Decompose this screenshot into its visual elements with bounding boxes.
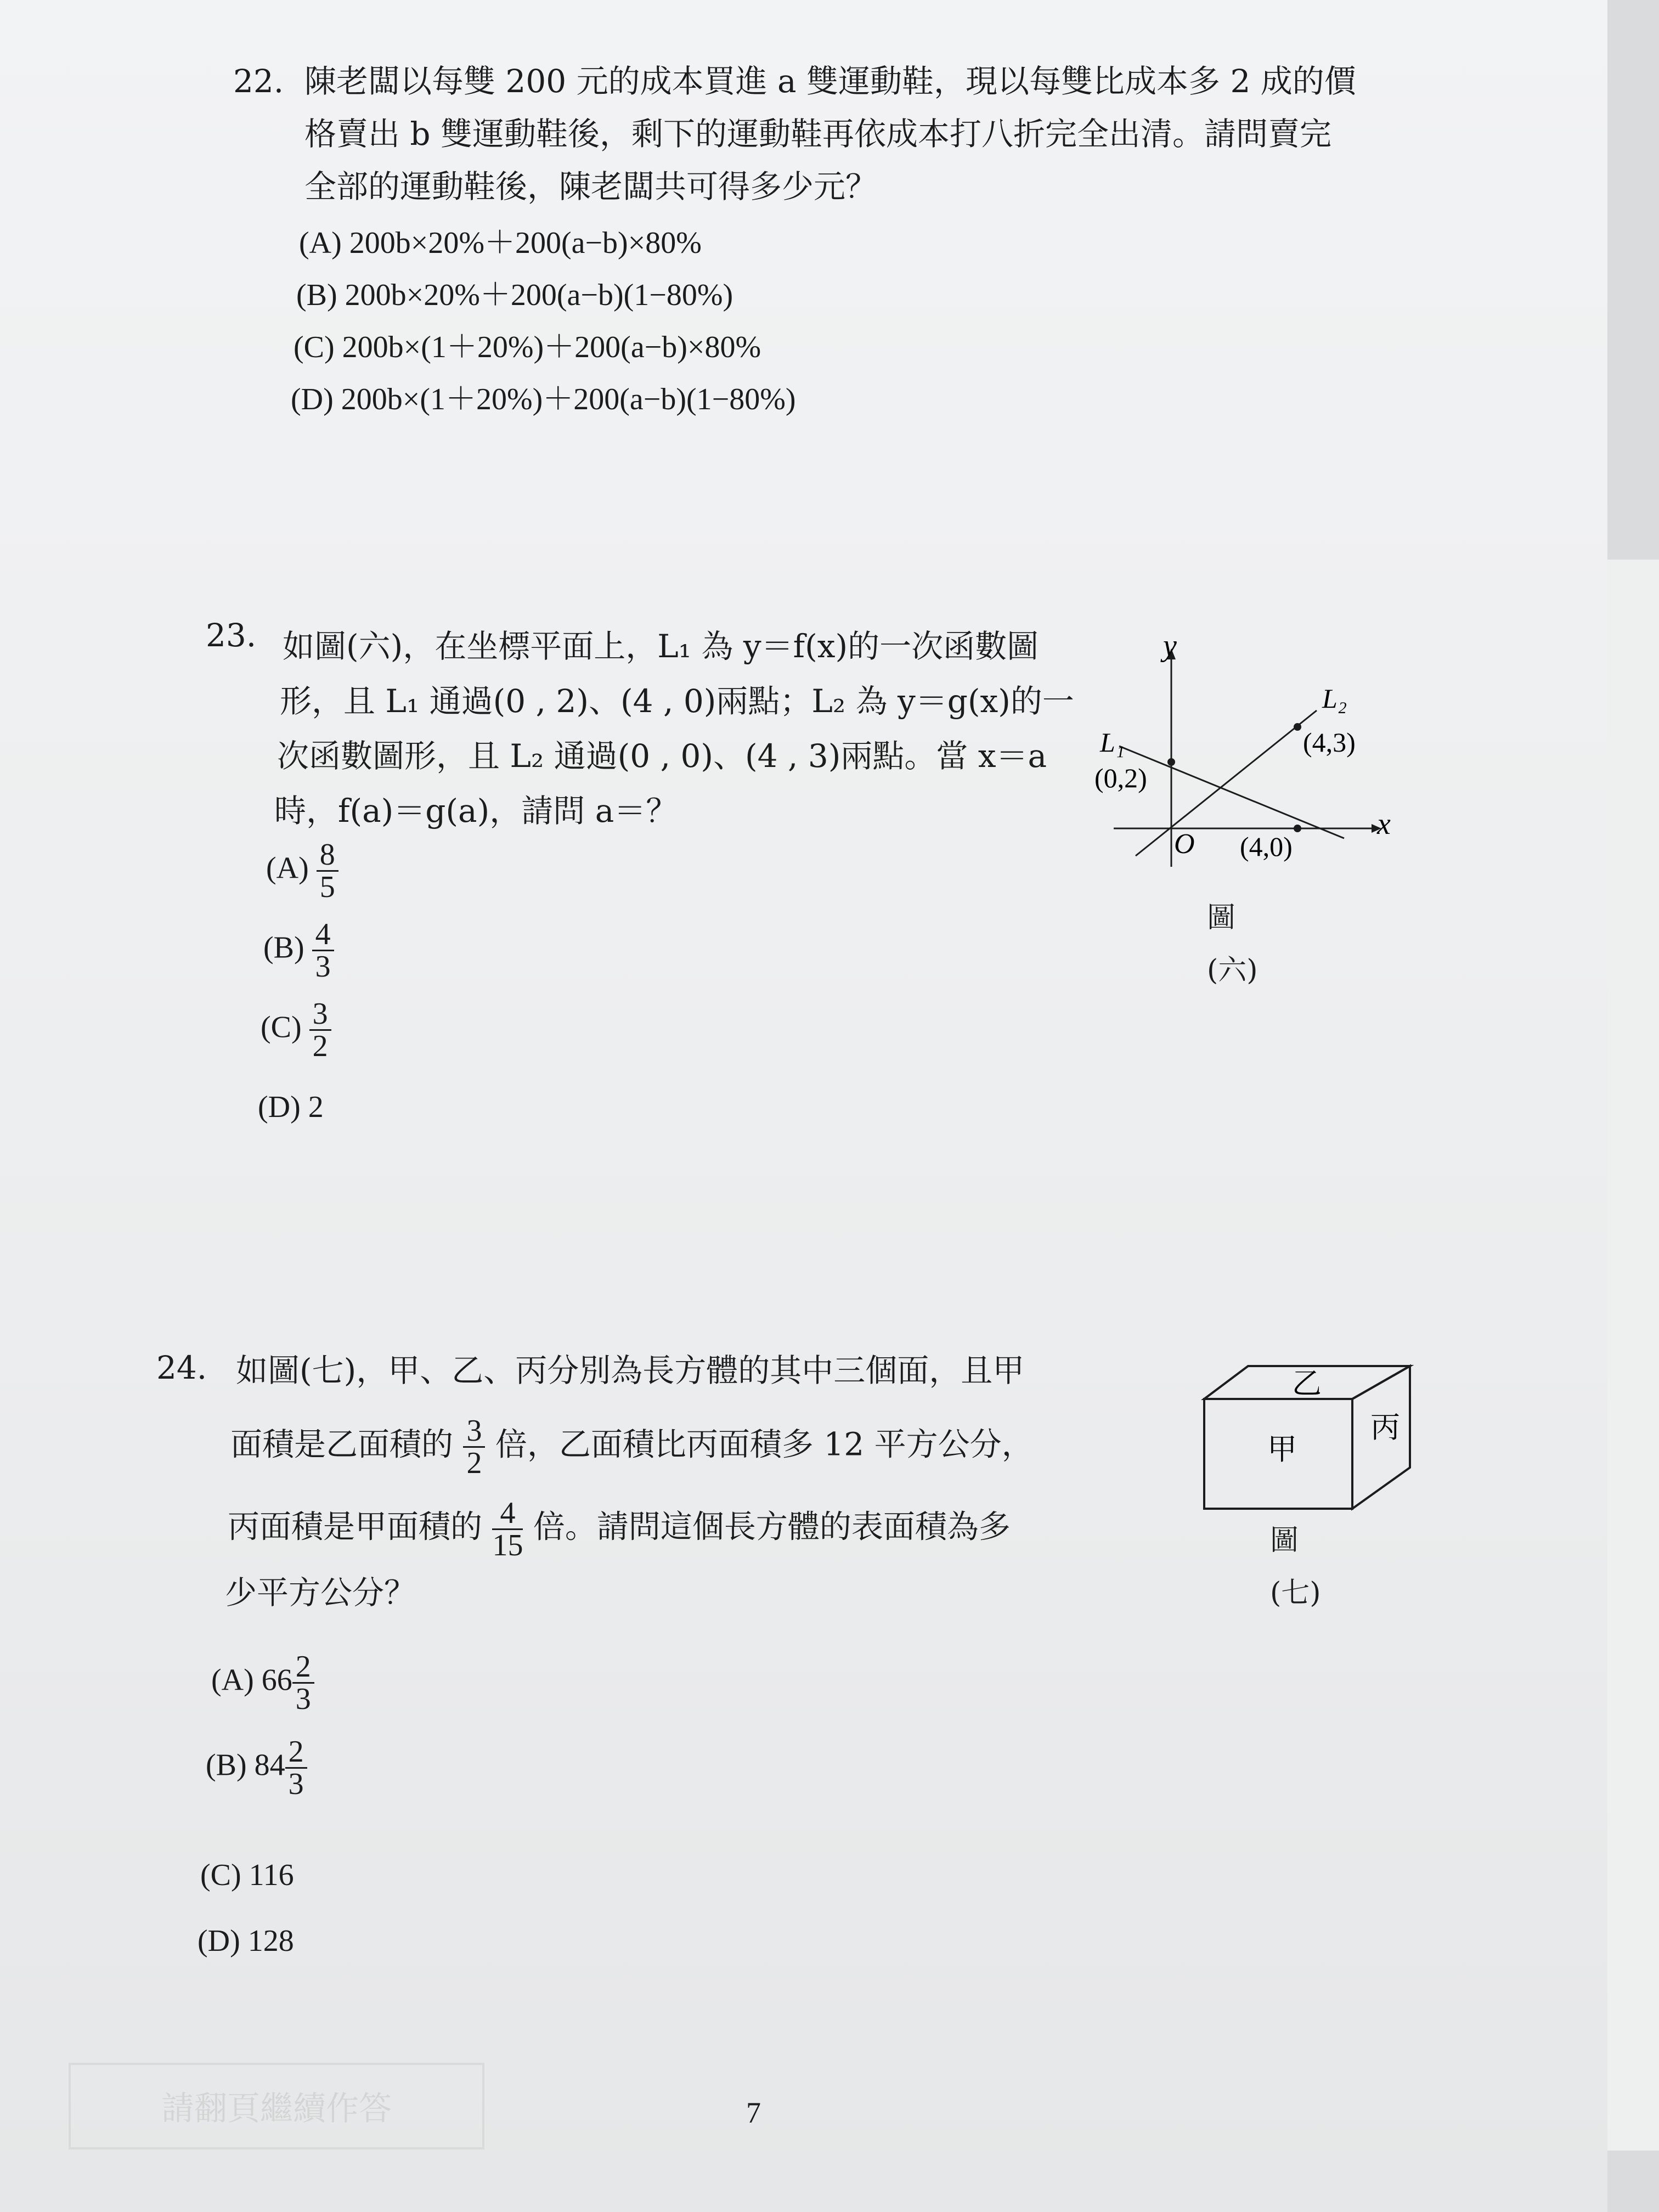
question-text-line: 次函數圖形，且 L₂ 通過(0 , 0)、(4 , 3)兩點。當 x＝a xyxy=(277,737,1047,775)
question-text-line: 格賣出 b 雙運動鞋後，剩下的運動鞋再依成本打八折完全出清。請問賣完 xyxy=(304,115,1332,153)
question-number: 24. xyxy=(156,1349,207,1386)
fraction: $\frac{4}{15}$ xyxy=(492,1496,523,1562)
option-b: (B) $\frac{4}{3}$ xyxy=(263,919,334,982)
fraction: $\frac{2}{3}$ xyxy=(285,1736,307,1799)
face-bing-label: 丙 xyxy=(1370,1411,1400,1444)
question-text-line: 少平方公分？ xyxy=(225,1574,416,1611)
option-a: (A) 200b×20%＋200(a−b)×80% xyxy=(299,226,702,260)
option-a: (A) 66 $\frac{2}{3}$ xyxy=(211,1651,314,1714)
fraction: $\frac{4}{3}$ xyxy=(312,919,334,982)
point-label-4-0: (4,0) xyxy=(1240,831,1293,862)
question-text-line: 陳老闆以每雙 200 元的成本買進 a 雙運動鞋，現以每雙比成本多 2 成的價 xyxy=(304,63,1356,100)
question-text-line: 面積是乙面積的 $\frac{3}{2}$ 倍，乙面積比丙面積多 12 平方公分， xyxy=(230,1414,1034,1480)
point-4-3 xyxy=(1294,723,1301,731)
question-number: 22. xyxy=(233,63,284,100)
option-d: (D) 200b×(1＋20%)＋200(a−b)(1−80%) xyxy=(291,382,796,416)
fraction: $\frac{3}{2}$ xyxy=(463,1415,485,1479)
question-text-line: 如圖(七)，甲、乙、丙分別為長方體的其中三個面，且甲 xyxy=(236,1352,1025,1389)
question-number: 23. xyxy=(206,617,257,654)
point-label-0-2: (0,2) xyxy=(1094,763,1147,793)
line-l1 xyxy=(1119,746,1344,838)
point-4-0 xyxy=(1294,825,1301,832)
fraction: $\frac{3}{2}$ xyxy=(309,998,331,1062)
figure-6-caption: 圖(六) xyxy=(1207,901,1258,987)
page-number: 7 xyxy=(746,2096,761,2129)
fraction: $\frac{8}{5}$ xyxy=(317,839,338,902)
l1-label: L₁ xyxy=(1100,727,1125,758)
option-b: (B) 200b×20%＋200(a−b)(1−80%) xyxy=(296,278,733,312)
y-axis-label: y xyxy=(1163,631,1177,663)
option-c: (C) 116 xyxy=(200,1858,294,1892)
figure-7-caption: 圖(七) xyxy=(1270,1524,1321,1610)
question-text-line: 全部的運動鞋後，陳老闆共可得多少元？ xyxy=(304,168,878,205)
fraction: $\frac{2}{3}$ xyxy=(292,1651,314,1714)
point-0-2 xyxy=(1167,758,1175,766)
option-a: (A) $\frac{8}{5}$ xyxy=(266,839,338,902)
option-b: (B) 84 $\frac{2}{3}$ xyxy=(206,1736,307,1799)
face-yi-label: 乙 xyxy=(1292,1367,1322,1400)
option-c: (C) $\frac{3}{2}$ xyxy=(261,998,331,1062)
point-label-4-3: (4,3) xyxy=(1303,727,1356,758)
turn-page-stamp: 請翻頁繼續作答 xyxy=(69,2063,484,2149)
figure-7-rectangular-prism xyxy=(1196,1355,1421,1520)
l2-label: L₂ xyxy=(1322,683,1347,714)
x-axis-label: x xyxy=(1377,807,1391,841)
option-d: (D) 128 xyxy=(198,1924,294,1958)
question-text-line: 形，且 L₁ 通過(0 , 2)、(4 , 0)兩點；L₂ 為 y＝g(x)的一 xyxy=(280,682,1074,720)
question-text-line: 如圖(六)，在坐標平面上，L₁ 為 y＝f(x)的一次函數圖 xyxy=(283,628,1039,665)
question-text-line: 時，f(a)＝g(a)，請問 a＝？ xyxy=(274,792,678,830)
face-jia-label: 甲 xyxy=(1267,1433,1297,1466)
option-d: (D) 2 xyxy=(258,1090,324,1124)
origin-label: O xyxy=(1174,828,1195,860)
question-text-line: 丙面積是甲面積的 $\frac{4}{15}$ 倍。請問這個長方體的表面積為多 xyxy=(228,1496,1011,1562)
option-c: (C) 200b×(1＋20%)＋200(a−b)×80% xyxy=(294,330,761,364)
